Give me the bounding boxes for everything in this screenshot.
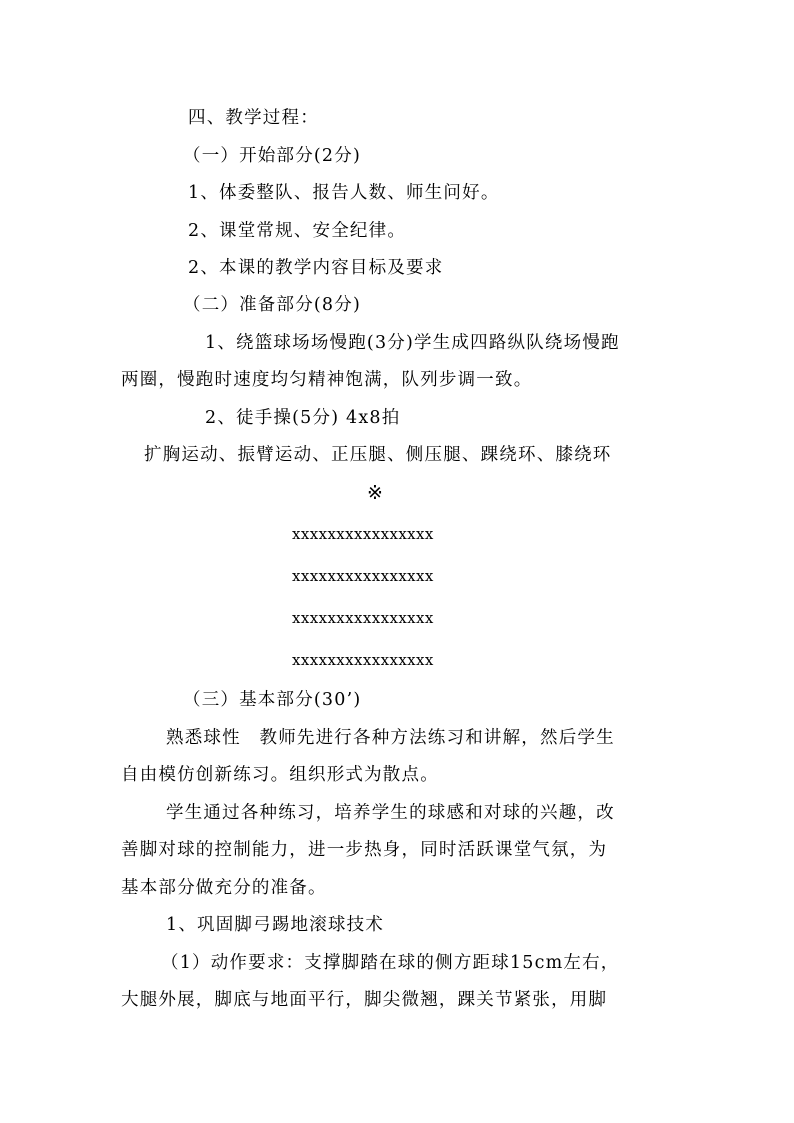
- paragraph-2-line-1: 学生通过各种练习，培养学生的球感和对球的兴趣，改: [166, 803, 615, 823]
- part1-item-1: 1、体委整队、报告人数、师生问好。: [188, 183, 500, 203]
- formation-row: xxxxxxxxxxxxxxxx: [292, 651, 434, 669]
- part1-item-2: 2、课堂常规、安全纪律。: [188, 221, 407, 241]
- requirement-line-2: 大腿外展，脚底与地面平行，脚尖微翘，踝关节紧张，用脚: [121, 990, 608, 1010]
- part1-item-3: 2、本课的教学内容目标及要求: [188, 258, 444, 278]
- part1-title: （一）开始部分(2分): [183, 146, 361, 166]
- paragraph-2-line-3: 基本部分做充分的准备。: [121, 878, 327, 898]
- formation-row: xxxxxxxxxxxxxxxx: [292, 525, 434, 543]
- formation-marker: ※: [367, 482, 385, 504]
- formation-row: xxxxxxxxxxxxxxxx: [292, 609, 434, 627]
- part2-title: （二）准备部分(8分): [183, 295, 361, 315]
- part2-item-2: 2、徒手操(5分) 4x8拍: [205, 408, 401, 428]
- part2-item-2-detail: 扩胸运动、振臂运动、正压腿、侧压腿、踝绕环、膝绕环: [144, 445, 612, 465]
- part2-item-1-line-1: 1、绕篮球场场慢跑(3分)学生成四路纵队绕场慢跑: [205, 333, 620, 353]
- section-heading: 四、教学过程：: [188, 108, 319, 128]
- paragraph-2-line-2: 善脚对球的控制能力，进一步热身，同时活跃课堂气氛，为: [121, 840, 608, 860]
- section-1-title: 1、巩固脚弓踢地滚球技术: [166, 915, 385, 935]
- paragraph-1-line-2: 自由模仿创新练习。组织形式为散点。: [121, 765, 439, 785]
- requirement-line-1: （1）动作要求：支撑脚踏在球的侧方距球15cm左右，: [161, 953, 620, 973]
- formation-row: xxxxxxxxxxxxxxxx: [292, 567, 434, 585]
- part2-item-1-line-2: 两圈，慢跑时速度均匀精神饱满，队列步调一致。: [121, 370, 533, 390]
- part3-title: （三）基本部分(30’): [183, 690, 362, 710]
- paragraph-1-line-1: 熟悉球性 教师先进行各种方法练习和讲解，然后学生: [166, 728, 615, 748]
